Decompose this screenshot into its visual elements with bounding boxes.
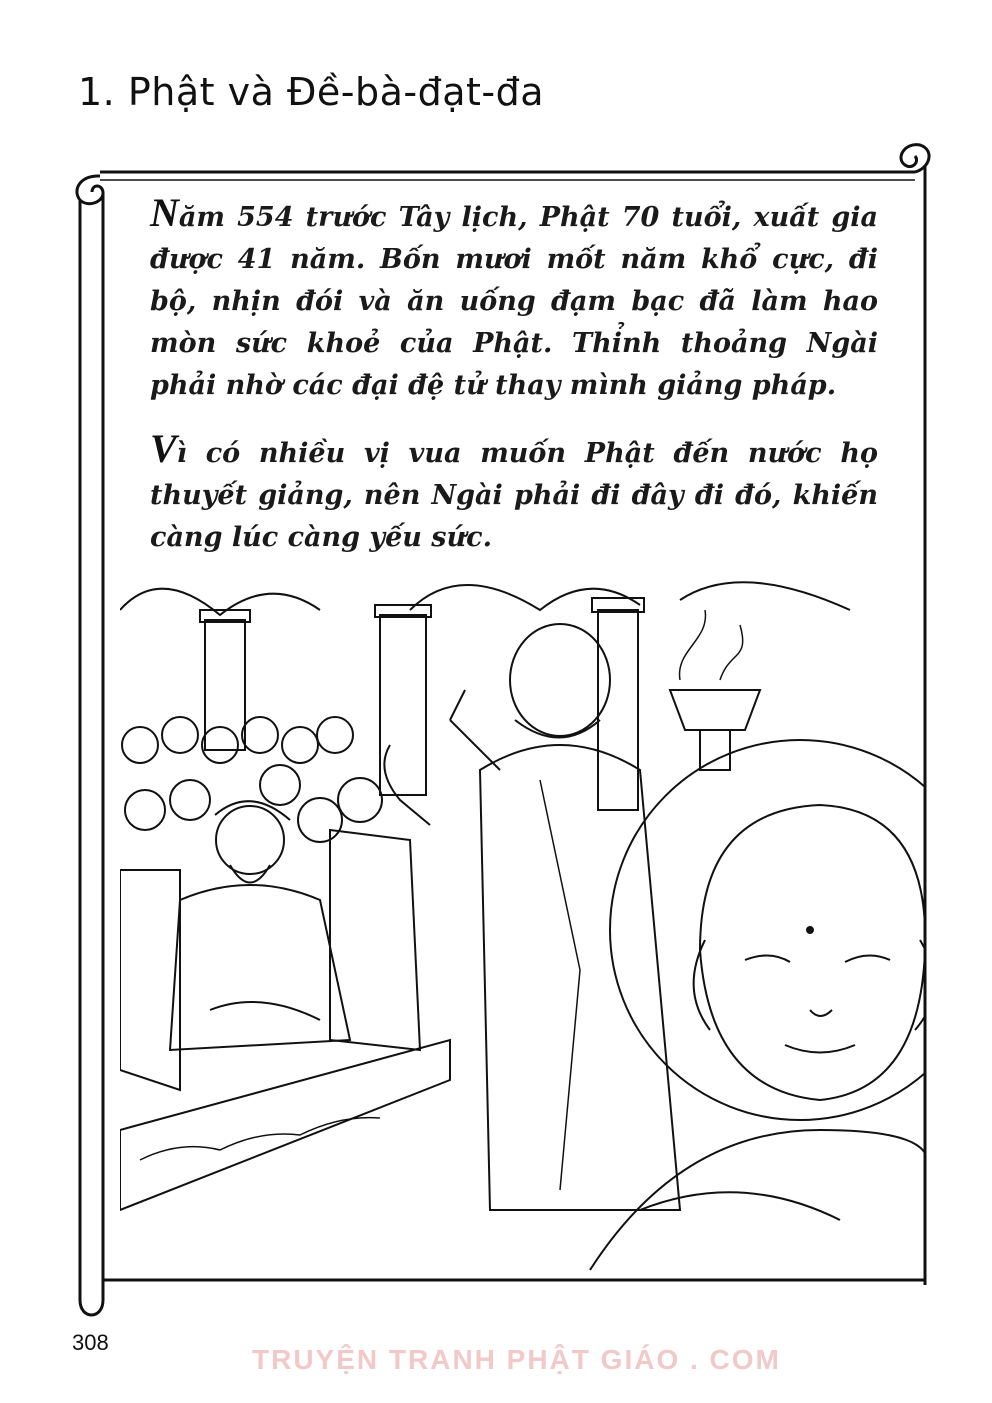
- paragraph-2-text: ì có nhiều vị vua muốn Phật đến nước họ thuyết giảng, nên Ngài phải đi đây đi đó, khiến càng lúc càng yếu sức.: [150, 438, 878, 553]
- carpet: [120, 1040, 450, 1210]
- paragraph-1: [150, 190, 878, 407]
- page-number: 308: [72, 1330, 109, 1355]
- illustration-buddha-preaching: [120, 570, 926, 1280]
- monk: [384, 624, 680, 1210]
- paragraph-1-text: ăm 554 trước Tây lịch, Phật 70 tuổi, xuất gia được 41 năm. Bốn mươi mốt năm khổ cực, đi bộ, nhịn đói và ăn uống đạm bạc đã làm hao mòn sức khoẻ của Phật. Thỉnh thoảng Ngài phải nhờ các đại đệ tử thay mình giảng pháp.: [150, 202, 878, 401]
- dropcap-1: N: [150, 190, 179, 235]
- paragraph-2: [150, 426, 878, 559]
- page-title: 1. Phật và Đề-bà-đạt-đa: [78, 70, 545, 114]
- dropcap-2: V: [150, 426, 177, 471]
- column-3: [598, 610, 638, 810]
- column-2: [380, 615, 426, 795]
- seated-nobleman: [170, 801, 350, 1050]
- arch-left: [120, 589, 320, 615]
- buddha: [590, 805, 926, 1270]
- buddha-halo: [610, 740, 926, 1120]
- crowd: [120, 717, 420, 1090]
- incense-burner: [670, 690, 760, 730]
- watermark: TRUYỆN TRANH PHẬT GIÁO . COM: [252, 1344, 781, 1375]
- story-text: [150, 190, 878, 581]
